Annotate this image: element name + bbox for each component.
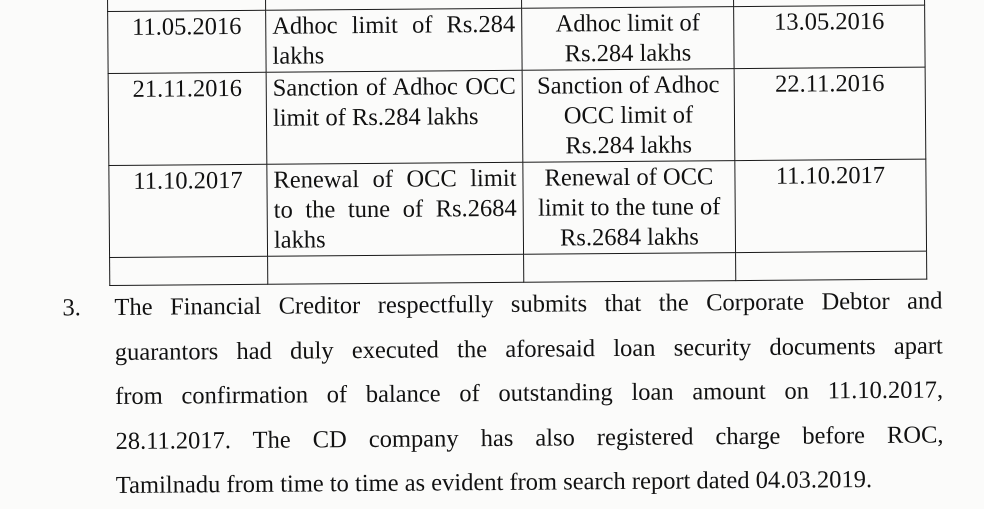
- row-date: 11.05.2016: [108, 10, 266, 73]
- row-date: 21.11.2016: [108, 72, 267, 165]
- row-description: Adhoc limit of Rs.284 lakhs: [266, 8, 522, 72]
- table-row: [108, 67, 926, 165]
- paragraph-line: 28.11.2017. The CD company has also registered charge before ROC,: [115, 420, 944, 455]
- paragraph-line: Tamilnadu from time to time as evident from search report dated 04.03.2019.: [115, 466, 873, 499]
- paragraph-number: 3.: [62, 294, 81, 322]
- row-description: [268, 254, 524, 284]
- row-document: Adhoc limit of Rs.284 lakhs: [522, 7, 734, 71]
- paragraph-line: from confirmation of balance of outstanding loan amount on 11.10.2017,: [115, 376, 944, 410]
- row-date: [110, 256, 268, 285]
- row-document: Renewal of OCC limit to the tune of Rs.2684 lakhs: [523, 161, 736, 255]
- row-document-date: 22.11.2016: [734, 67, 926, 160]
- paragraph-body: [114, 279, 944, 508]
- row-document: [524, 253, 736, 283]
- row-document: Sanction of Adhoc OCC limit of Rs.284 lakhs: [522, 69, 735, 163]
- row-document-date: 13.05.2016: [734, 5, 925, 68]
- loan-documents-table: [107, 0, 927, 286]
- row-date: 11.10.2017: [109, 164, 268, 257]
- paragraph-3: [62, 279, 944, 508]
- table-row: [109, 159, 927, 257]
- row-description: Sanction of Adhoc OCC limit of Rs.284 lakhs: [266, 70, 523, 164]
- paragraph-line: The Financial Creditor respectfully submits that the Corporate Debtor and: [114, 287, 943, 321]
- row-description: Renewal of OCC limit to the tune of Rs.2684 lakhs: [267, 162, 524, 256]
- table-row: [108, 5, 925, 73]
- row-document-date: [736, 251, 927, 280]
- paragraph-line: guarantors had duly executed the aforesaid loan security documents apart: [114, 331, 943, 366]
- row-document-date: 11.10.2017: [735, 159, 927, 252]
